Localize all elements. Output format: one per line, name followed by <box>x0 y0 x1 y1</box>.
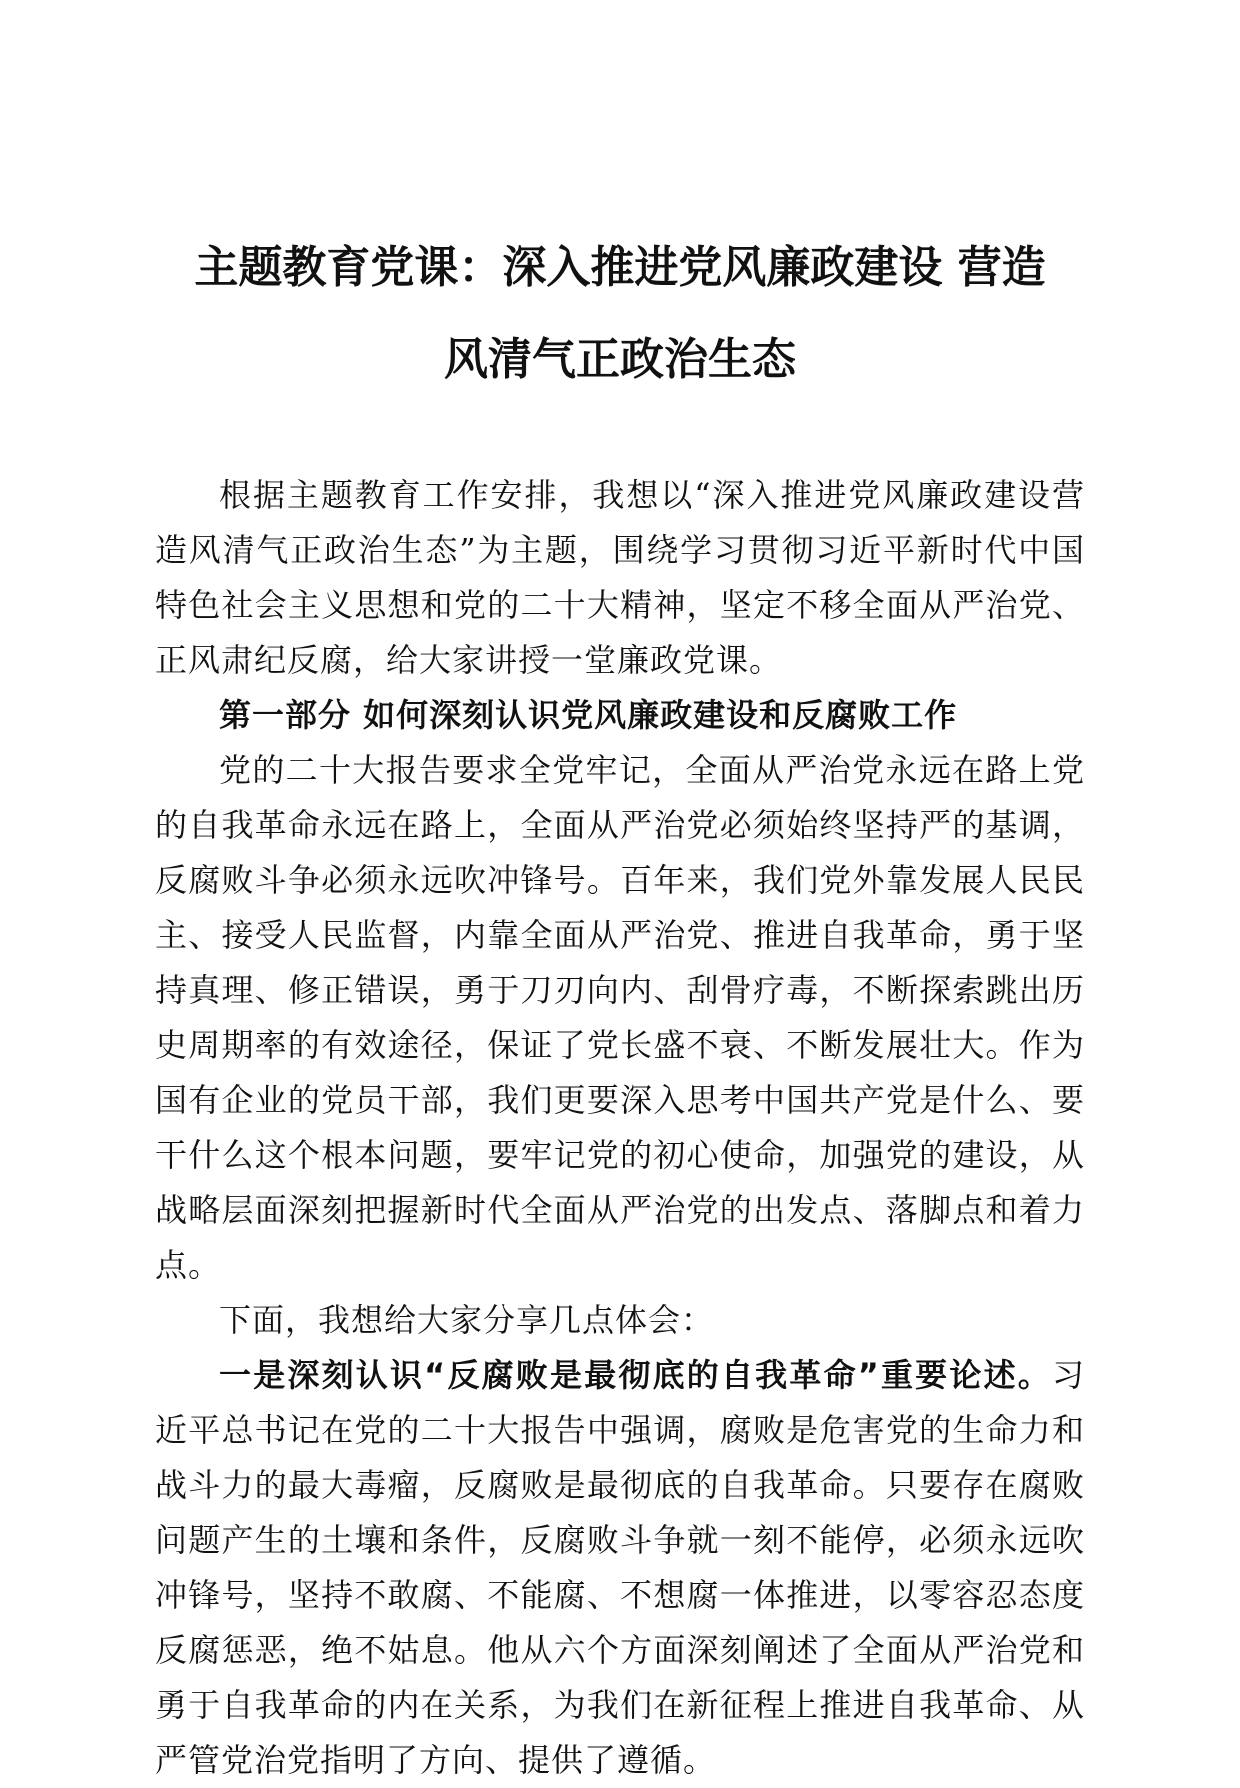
document-title <box>160 222 1080 406</box>
point-1-paragraph <box>155 1348 1085 1788</box>
intro-paragraph: 根据主题教育工作安排，我想以“深入推进党风廉政建设营造风清气正政治生态”为主题，围绕学习贯彻习近平新时代中国特色社会主义思想和党的二十大精神，坚定不移全面从严治党、正风肃纪反腐，给大家讲授一堂廉政党课。 <box>155 476 1085 679</box>
title-line-1: 主题教育党课：深入推进党风廉政建设 营造 <box>194 242 1046 293</box>
title-line-2: 风清气正政治生态 <box>444 334 796 385</box>
point-1-lead: 一是深刻认识“反腐败是最彻底的自我革命”重要论述。 <box>219 1356 1052 1394</box>
document-body <box>155 468 1085 1788</box>
section-1-heading: 第一部分 如何深刻认识党风廉政建设和反腐败工作 <box>219 696 958 734</box>
section-1-paragraph: 党的二十大报告要求全党牢记，全面从严治党永远在路上党的自我革命永远在路上，全面从严治党必须始终坚持严的基调，反腐败斗争必须永远吹冲锋号。百年来，我们党外靠发展人民民主、接受人民监督，内靠全面从严治党、推进自我革命，勇于坚持真理、修正错误，勇于刀刃向内、刮骨疗毒，不断探索跳出历史周期率的有效途径，保证了党长盛不衰、不断发展壮大。作为国有企业的党员干部，我们更要深入思考中国共产党是什么、要干什么这个根本问题，要牢记党的初心使命，加强党的建设，从战略层面深刻把握新时代全面从严治党的出发点、落脚点和着力点。 <box>155 751 1085 1284</box>
point-1-body: 习近平总书记在党的二十大报告中强调，腐败是危害党的生命力和战斗力的最大毒瘤，反腐败是最彻底的自我革命。只要存在腐败问题产生的土壤和条件，反腐败斗争就一刻不能停，必须永远吹冲锋号，坚持不敢腐、不能腐、不想腐一体推进，以零容忍态度反腐惩恶，绝不姑息。他从六个方面深刻阐述了全面从严治党和勇于自我革命的内在关系，为我们在新征程上推进自我革命、从严管党治党指明了方向、提供了遵循。 <box>155 1356 1085 1779</box>
transition-paragraph: 下面，我想给大家分享几点体会： <box>219 1301 715 1339</box>
